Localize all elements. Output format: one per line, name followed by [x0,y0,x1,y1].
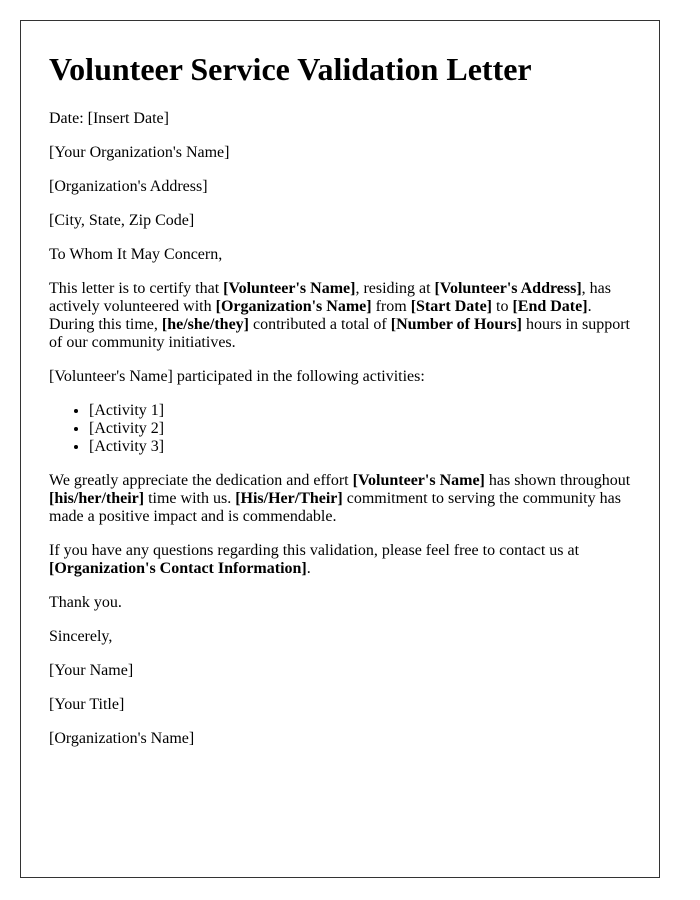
text: contributed a total of [249,316,391,333]
text: hours in support of our community initiatives. [49,316,630,351]
volunteer-name-placeholder: [Volunteer's Name] [352,472,485,489]
organization-address-line: [Organization's Address] [49,178,208,195]
text: time with us. [144,490,236,507]
thanks-line: Thank you. [49,594,122,611]
activities-list [49,402,631,456]
signature-title: [Your Title] [49,696,125,713]
city-state-zip-line: [City, State, Zip Code] [49,212,195,229]
list-item: • [Activity 3] [89,438,631,456]
possessive-pronoun-placeholder: [his/her/their] [49,490,145,507]
letter-page [20,20,660,878]
text: . [306,560,311,577]
start-date-placeholder: [Start Date] [410,298,492,315]
signature-organization: [Organization's Name] [49,730,195,747]
text: We greatly appreciate the dedication and effort [49,472,353,489]
possessive-pronoun-capital-placeholder: [His/Her/Their] [235,490,343,507]
text: has shown throughout [484,472,631,489]
organization-name-placeholder: [Organization's Name] [215,298,372,315]
volunteer-address-placeholder: [Volunteer's Address] [434,280,582,297]
closing-line: Sincerely, [49,628,113,645]
text: commitment to serving the community has made a positive impact and is commendable. [49,490,621,525]
contact-info-placeholder: [Organization's Contact Information] [49,560,307,577]
appreciation-paragraph [49,472,631,526]
text: . During this time, [49,298,592,333]
volunteer-name-placeholder: [Volunteer's Name] [223,280,356,297]
hours-placeholder: [Number of Hours] [390,316,522,333]
end-date-placeholder: [End Date] [512,298,588,315]
text: This letter is to certify that [49,280,224,297]
date-line: Date: [Insert Date] [49,110,169,127]
contact-paragraph [49,542,631,578]
signature-name: [Your Name] [49,662,134,679]
text: from [371,298,411,315]
text: , residing at [355,280,435,297]
list-item: • [Activity 2] [89,420,631,438]
activities-intro: [Volunteer's Name] participated in the following activities: [49,368,425,385]
salutation: To Whom It May Concern, [49,246,223,263]
text: to [492,298,513,315]
letter-title: Volunteer Service Validation Letter [49,51,532,87]
pronoun-placeholder: [he/she/they] [161,316,249,333]
certification-paragraph [49,280,631,352]
text: , has actively volunteered with [49,280,611,315]
text: If you have any questions regarding this validation, please feel free to contact us at [49,542,580,559]
list-item: • [Activity 1] [89,402,631,420]
organization-name-line: [Your Organization's Name] [49,144,230,161]
